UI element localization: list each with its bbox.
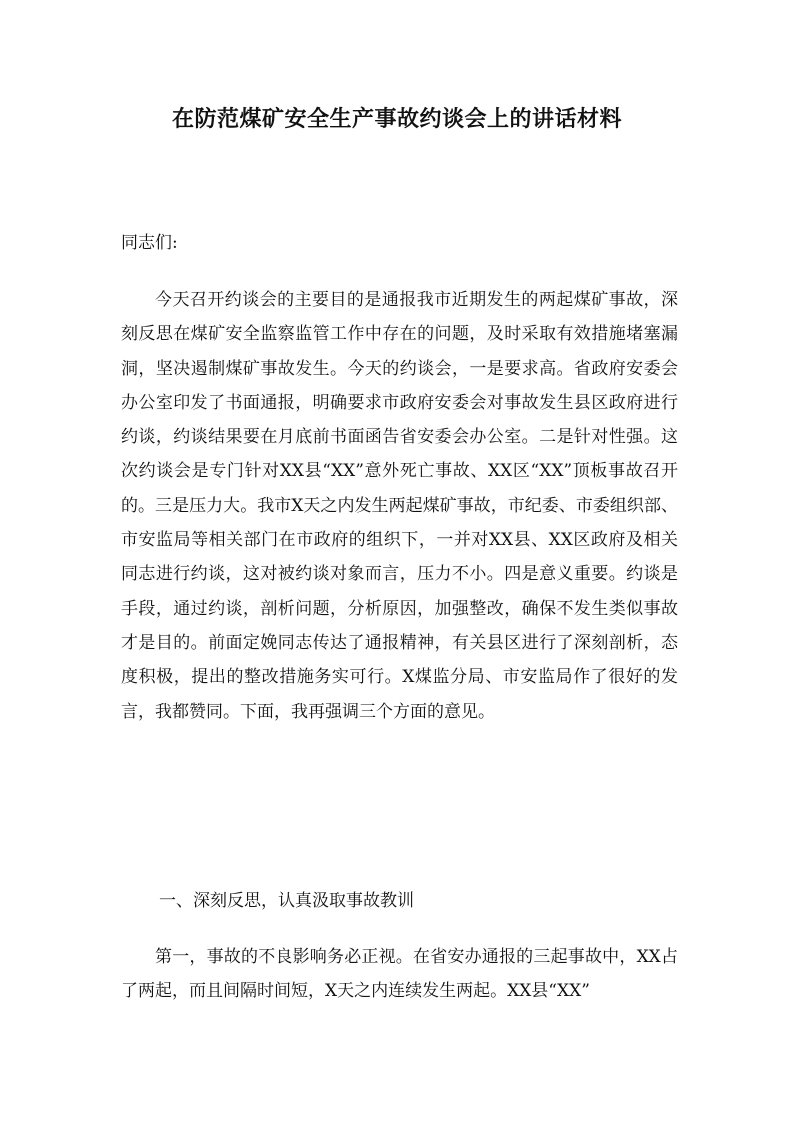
document-title: 在防范煤矿安全生产事故约谈会上的讲话材料 (171, 107, 622, 132)
body-paragraph: 今天召开约谈会的主要目的是通报我市近期发生的两起煤矿事故，深刻反思在煤矿安全监察监管工作中存在的问题，及时采取有效措施堵塞漏洞，坚决遏制煤矿事故发生。今天的约谈会，一是要求高。省政府安委会办公室印发了书面通报，明确要求市政府安委会对事故发生县区政府进行约谈，约谈结果要在月底前书面函告省安委会办公室。二是针对性强。这次约谈会是专门针对XX县“XX”意外死亡事故、XX区“XX”顶板事故召开的。三是压力大。我市X天之内发生两起煤矿事故，市纪委、市委组织部、市安监局等相关部门在市政府的组织下，一并对XX县、XX区政府及相关同志进行约谈，这对被约谈对象而言，压力不小。四是意义重要。约谈是手段，通过约谈，剖析问题，分析原因，加强整改，确保不发生类似事故才是目的。前面定娩同志传达了通报精神，有关县区进行了深刻剖析，态度积极，提出的整改措施务实可行。X煤监分局、市安监局作了很好的发言，我都赞同。下面，我再强调三个方面的意见。 (121, 290, 678, 722)
section-heading: 一、深刻反思，认真汲取事故教训 (159, 891, 414, 911)
section-paragraph: 第一，事故的不良影响务必正视。在省安办通报的三起事故中，XX占了两起，而且间隔时间短，X天之内连续发生两起。XX县“XX” (121, 947, 678, 1002)
salutation: 同志们: (121, 233, 178, 253)
